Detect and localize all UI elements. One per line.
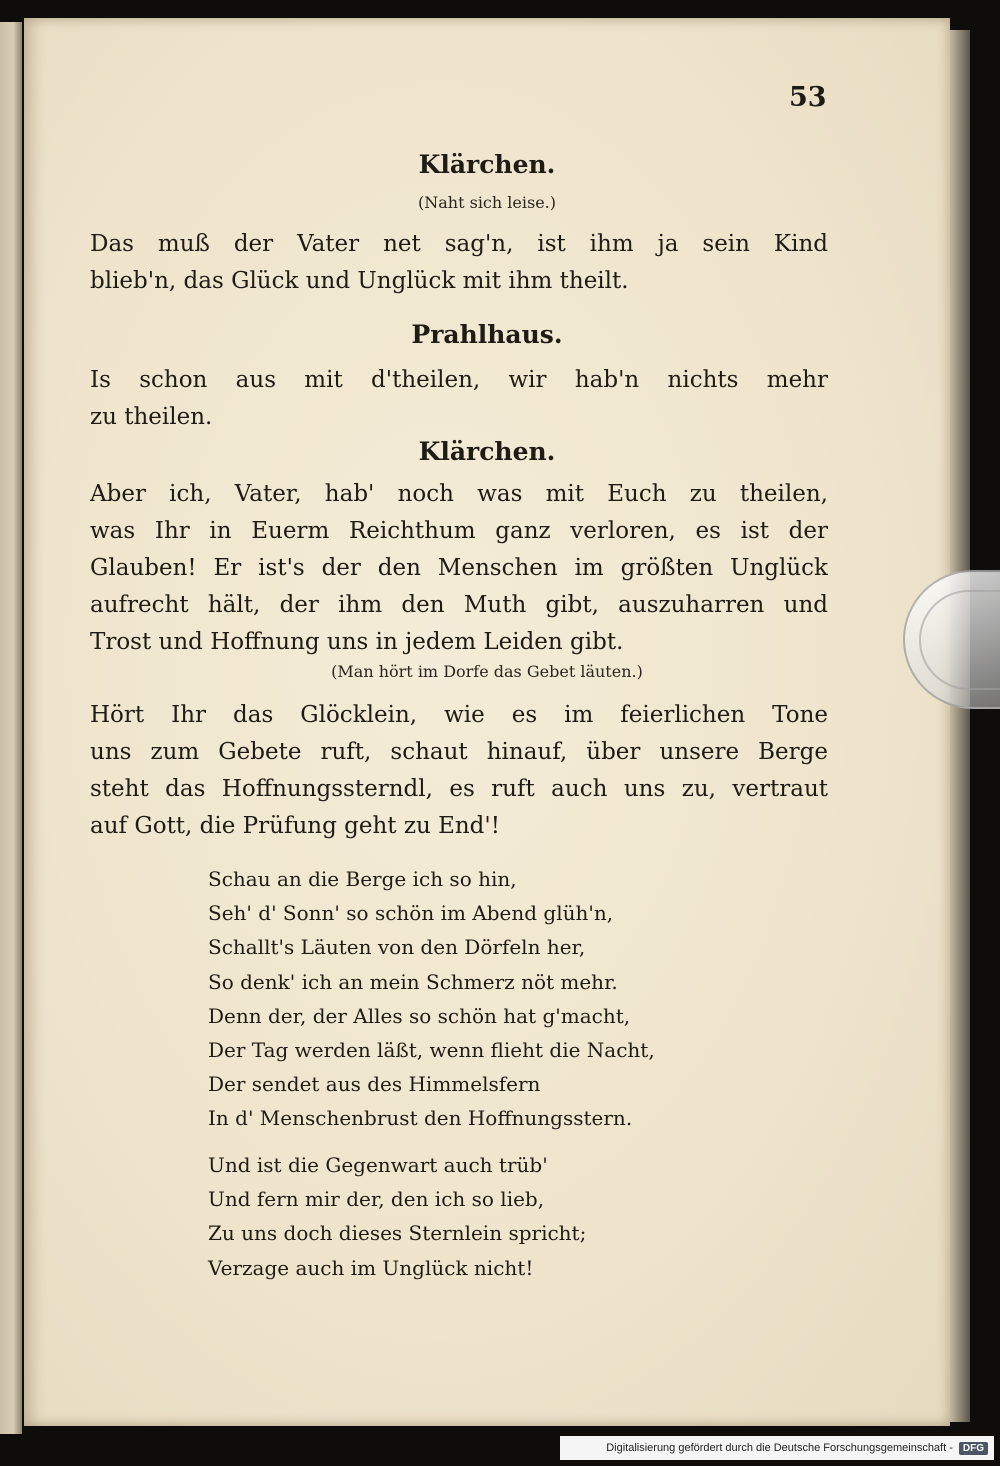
digitization-footer bbox=[560, 1436, 994, 1460]
verse-line: Schau an die Berge ich so hin, bbox=[208, 867, 517, 891]
verse-line: Verzage auch im Unglück nicht! bbox=[208, 1255, 534, 1280]
text-line: Trost und Hoffnung uns in jedem Leiden gibt. bbox=[90, 629, 624, 655]
verse-line: Und ist die Gegenwart auch trüb' bbox=[208, 1153, 548, 1177]
text-line: steht das Hoffnungssterndl, es ruft auch uns zu, vertraut bbox=[90, 776, 828, 802]
speech-paragraph bbox=[90, 226, 828, 300]
verse-line: Seh' d' Sonn' so schön im Abend glüh'n, bbox=[208, 901, 614, 926]
text-line: Das muß der Vater net sag'n, ist ihm ja sein Kind bbox=[90, 231, 828, 257]
speech-paragraph bbox=[90, 476, 828, 661]
text-line: was Ihr in Euerm Reichthum ganz verloren, es ist der bbox=[90, 518, 828, 544]
speaker-heading: Klärchen. bbox=[418, 437, 556, 466]
page-number: 53 bbox=[789, 82, 827, 113]
stage-direction: (Naht sich leise.) bbox=[418, 193, 556, 212]
verse-line: Denn der, der Alles so schön hat g'macht, bbox=[208, 1003, 631, 1028]
speaker-heading: Prahlhaus. bbox=[411, 320, 563, 349]
speaker-heading: Klärchen. bbox=[418, 150, 556, 179]
verse-line: Schallt's Läuten von den Dörfeln her, bbox=[208, 935, 586, 960]
left-page-edge bbox=[0, 22, 22, 1434]
text-line: auf Gott, die Prüfung geht zu End'! bbox=[90, 813, 500, 839]
text-line: aufrecht hält, der ihm den Muth gibt, auszuharren und bbox=[90, 592, 828, 618]
dfg-logo: DFG bbox=[959, 1442, 988, 1455]
verse-line: Zu uns doch dieses Sternlein spricht; bbox=[208, 1221, 587, 1246]
verse-line: Der Tag werden läßt, wenn flieht die Nacht, bbox=[208, 1037, 655, 1062]
page-clip-inner bbox=[919, 590, 1000, 690]
text-line: uns zum Gebete ruft, schaut hinauf, über unsere Berge bbox=[90, 739, 828, 765]
song-stanza bbox=[208, 1148, 768, 1285]
text-line: Glauben! Er ist's der den Menschen im größten Unglück bbox=[90, 555, 828, 581]
stage-direction: (Man hört im Dorfe das Gebet läuten.) bbox=[331, 662, 643, 681]
speech-paragraph bbox=[90, 697, 828, 845]
text-line: Is schon aus mit d'theilen, wir hab'n nichts mehr bbox=[90, 367, 828, 393]
song-stanza bbox=[208, 862, 768, 1136]
text-line: Hört Ihr das Glöcklein, wie es im feierlichen Tone bbox=[90, 702, 828, 728]
text-line: zu theilen. bbox=[90, 404, 213, 430]
text-line: blieb'n, das Glück und Unglück mit ihm theilt. bbox=[90, 268, 629, 294]
verse-line: Der sendet aus des Himmelsfern bbox=[208, 1072, 541, 1097]
text-line: Aber ich, Vater, hab' noch was mit Euch zu theilen, bbox=[90, 481, 828, 507]
footer-credit: Digitalisierung gefördert durch die Deutsche Forschungsgemeinschaft - bbox=[606, 1442, 953, 1454]
verse-line: In d' Menschenbrust den Hoffnungsstern. bbox=[208, 1106, 633, 1131]
speech-paragraph bbox=[90, 362, 828, 436]
verse-line: So denk' ich an mein Schmerz nöt mehr. bbox=[208, 969, 618, 994]
verse-line: Und fern mir der, den ich so lieb, bbox=[208, 1187, 545, 1212]
